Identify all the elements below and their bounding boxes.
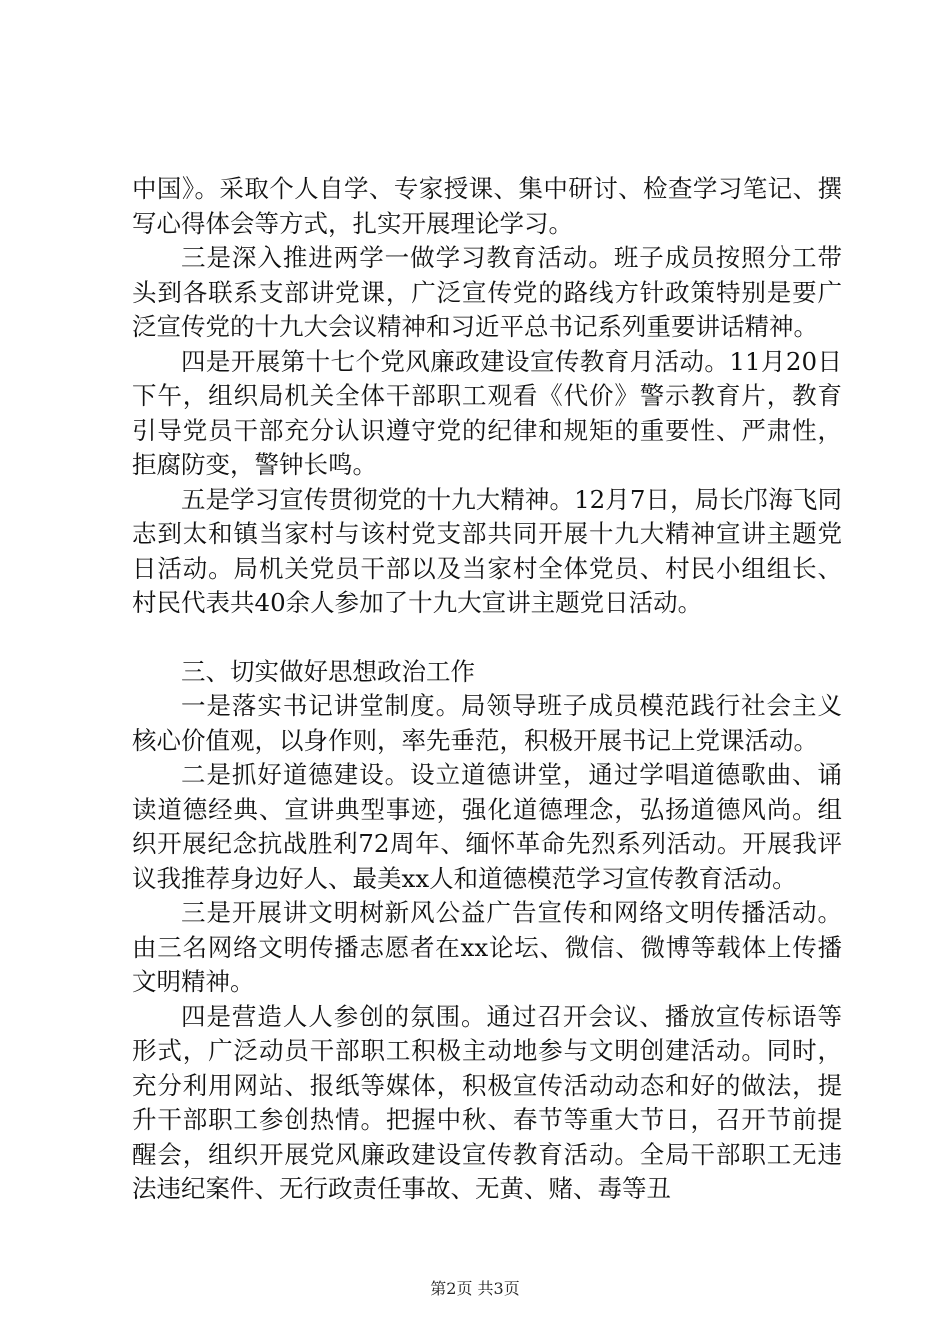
section-heading: 三、切实做好思想政治工作	[181, 656, 475, 686]
paragraph-continued: 中国》。采取个人自学、专家授课、集中研讨、检查学习笔记、撰写心得体会等方式，扎实开展理论学习。	[132, 174, 842, 238]
section-paragraph-4: 四是营造人人参创的氛围。通过召开会议、播放宣传标语等形式，广泛动员干部职工积极主动地参与文明创建活动。同时，充分利用网站、报纸等媒体，积极宣传活动动态和好的做法，提升干部职工参创热情。把握中秋、春节等重大节日，召开节前提醒会，组织开展党风廉政建设宣传教育活动。全局干部职工无违法违纪案件、无行政责任事故、无黄、赌、毒等丑	[132, 1001, 842, 1203]
page-number-footer: 第2页 共3页	[430, 1279, 520, 1298]
paragraph-item-5: 五是学习宣传贯彻党的十九大精神。12月7日，局长邝海飞同志到太和镇当家村与该村党支部共同开展十九大精神宣讲主题党日活动。局机关党员干部以及当家村全体党员、村民小组组长、村民代表共40余人参加了十九大宣讲主题党日活动。	[132, 484, 842, 617]
section-paragraph-3: 三是开展讲文明树新风公益广告宣传和网络文明传播活动。由三名网络文明传播志愿者在xx论坛、微信、微博等载体上传播文明精神。	[132, 898, 842, 996]
paragraph-item-4: 四是开展第十七个党风廉政建设宣传教育月活动。11月20日下午，组织局机关全体干部职工观看《代价》警示教育片，教育引导党员干部充分认识遵守党的纪律和规矩的重要性、严肃性，拒腐防变，警钟长鸣。	[132, 346, 842, 479]
paragraph-item-3: 三是深入推进两学一做学习教育活动。班子成员按照分工带头到各联系支部讲党课，广泛宣传党的路线方针政策特别是要广泛宣传党的十九大会议精神和习近平总书记系列重要讲话精神。	[132, 243, 842, 341]
document-body	[132, 172, 842, 1207]
section-paragraph-1: 一是落实书记讲堂制度。局领导班子成员模范践行社会主义核心价值观，以身作则，率先垂范，积极开展书记上党课活动。	[132, 691, 842, 755]
section-paragraph-2: 二是抓好道德建设。设立道德讲堂，通过学唱道德歌曲、诵读道德经典、宣讲典型事迹，强化道德理念，弘扬道德风尚。组织开展纪念抗战胜利72周年、缅怀革命先烈系列活动。开展我评议我推荐身边好人、最美xx人和道德模范学习宣传教育活动。	[132, 760, 842, 893]
